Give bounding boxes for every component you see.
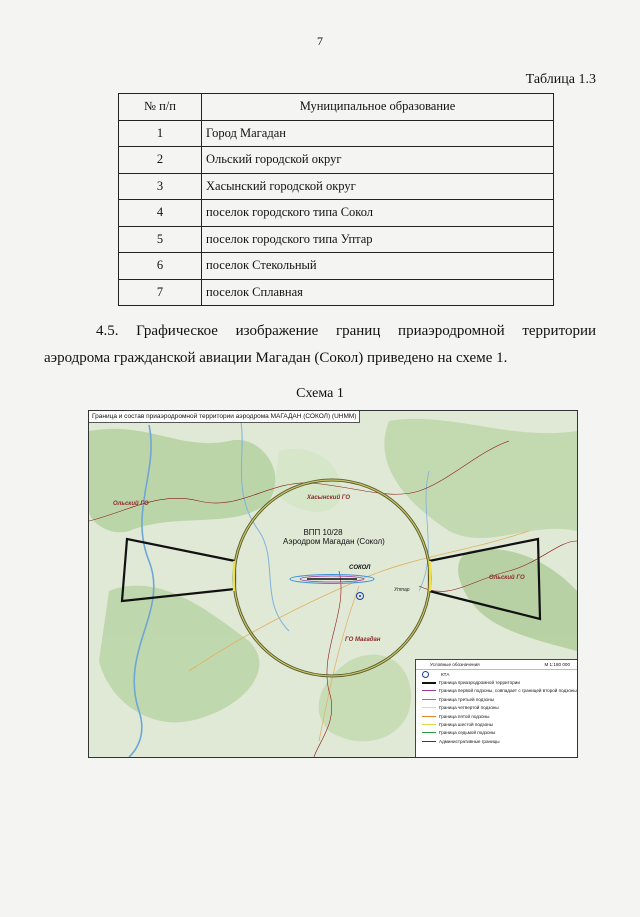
map-title: Граница и состав приаэродромной территории аэродрома МАГАДАН (СОКОЛ) (UHMM) <box>89 411 360 423</box>
table-row <box>119 147 554 174</box>
label-uptar: Уптар <box>394 587 410 593</box>
row-municipality: Хасынский городской округ <box>202 173 554 200</box>
airfield-scheme-map <box>88 410 578 758</box>
table-row <box>119 200 554 227</box>
row-number: 4 <box>119 200 202 227</box>
legend-line-swatch <box>422 716 436 717</box>
table-row <box>119 279 554 306</box>
legend-item-label: Граница третьей подзоны <box>439 696 494 702</box>
row-municipality: поселок городского типа Сокол <box>202 200 554 227</box>
header-municipality: Муниципальное образование <box>202 94 554 121</box>
legend-item <box>416 720 578 728</box>
table-caption: Таблица 1.3 <box>525 72 596 87</box>
row-number: 7 <box>119 279 202 306</box>
municipalities-table <box>118 93 554 306</box>
legend-item <box>416 695 578 703</box>
row-number: 5 <box>119 226 202 253</box>
legend-header <box>416 660 578 670</box>
paragraph-4-5 <box>44 318 596 372</box>
legend-line-swatch <box>422 732 436 733</box>
map-legend <box>415 659 578 758</box>
legend-item-label: Граница пятой подзоны <box>439 713 490 719</box>
legend-line-swatch <box>422 707 436 708</box>
table-row <box>119 253 554 280</box>
legend-line-swatch <box>422 699 436 700</box>
legend-items <box>416 670 578 746</box>
legend-item-label: Граница четвертой подзоны <box>439 705 499 711</box>
label-magadan: ГО Магадан <box>345 637 381 643</box>
label-olsky-right: Ольский ГО <box>489 575 525 581</box>
legend-title: Условные обозначения <box>430 662 480 667</box>
table-header-row <box>119 94 554 121</box>
label-runway-line-1: ВПП 10/28 <box>303 528 343 537</box>
label-olsky-left: Ольский ГО <box>113 501 149 507</box>
scheme-title: Схема 1 <box>296 386 344 401</box>
row-municipality: поселок Стекольный <box>202 253 554 280</box>
label-runway-line-2: Аэродром Магадан (Сокол) <box>283 537 385 546</box>
header-number: № п/п <box>119 94 202 121</box>
legend-scale: М 1:180 000 <box>544 662 570 667</box>
legend-item <box>416 678 578 686</box>
legend-item <box>416 687 578 695</box>
legend-item <box>416 670 578 678</box>
legend-item-label: Граница шестой подзоны <box>439 722 493 728</box>
table-row <box>119 173 554 200</box>
legend-line-swatch <box>422 741 436 742</box>
legend-item-label: КТА <box>441 671 450 677</box>
paragraph-text: 4.5. Графическое изображение границ приаэродромной территории аэродрома гражданской авиации Магадан (Сокол) приведено на схеме 1. <box>44 323 596 366</box>
kta-marker-icon <box>422 671 429 678</box>
legend-item <box>416 704 578 712</box>
row-number: 3 <box>119 173 202 200</box>
row-municipality: поселок городского типа Уптар <box>202 226 554 253</box>
row-number: 6 <box>119 253 202 280</box>
table-body <box>119 120 554 306</box>
legend-item <box>416 712 578 720</box>
row-municipality: поселок Сплавная <box>202 279 554 306</box>
table-row <box>119 226 554 253</box>
row-number: 2 <box>119 147 202 174</box>
legend-line-swatch <box>422 724 436 725</box>
table-row <box>119 120 554 147</box>
legend-item-label: Граница приаэродромной территории <box>439 680 520 686</box>
legend-item-label: Административные границы <box>439 738 500 744</box>
row-municipality: Город Магадан <box>202 120 554 147</box>
row-municipality: Ольский городской округ <box>202 147 554 174</box>
label-runway <box>283 528 385 546</box>
legend-line-swatch <box>422 690 436 691</box>
legend-line-swatch <box>422 682 436 684</box>
legend-item <box>416 729 578 737</box>
label-khasyn: Хасынский ГО <box>307 495 351 501</box>
row-number: 1 <box>119 120 202 147</box>
legend-item-label: Граница первой подзоны, совпадает с границей второй подзоны <box>439 688 577 694</box>
label-sokol: СОКОЛ <box>349 565 371 571</box>
legend-item-label: Граница седьмой подзоны <box>439 730 496 736</box>
legend-item <box>416 737 578 745</box>
page-number: 7 <box>317 34 323 48</box>
